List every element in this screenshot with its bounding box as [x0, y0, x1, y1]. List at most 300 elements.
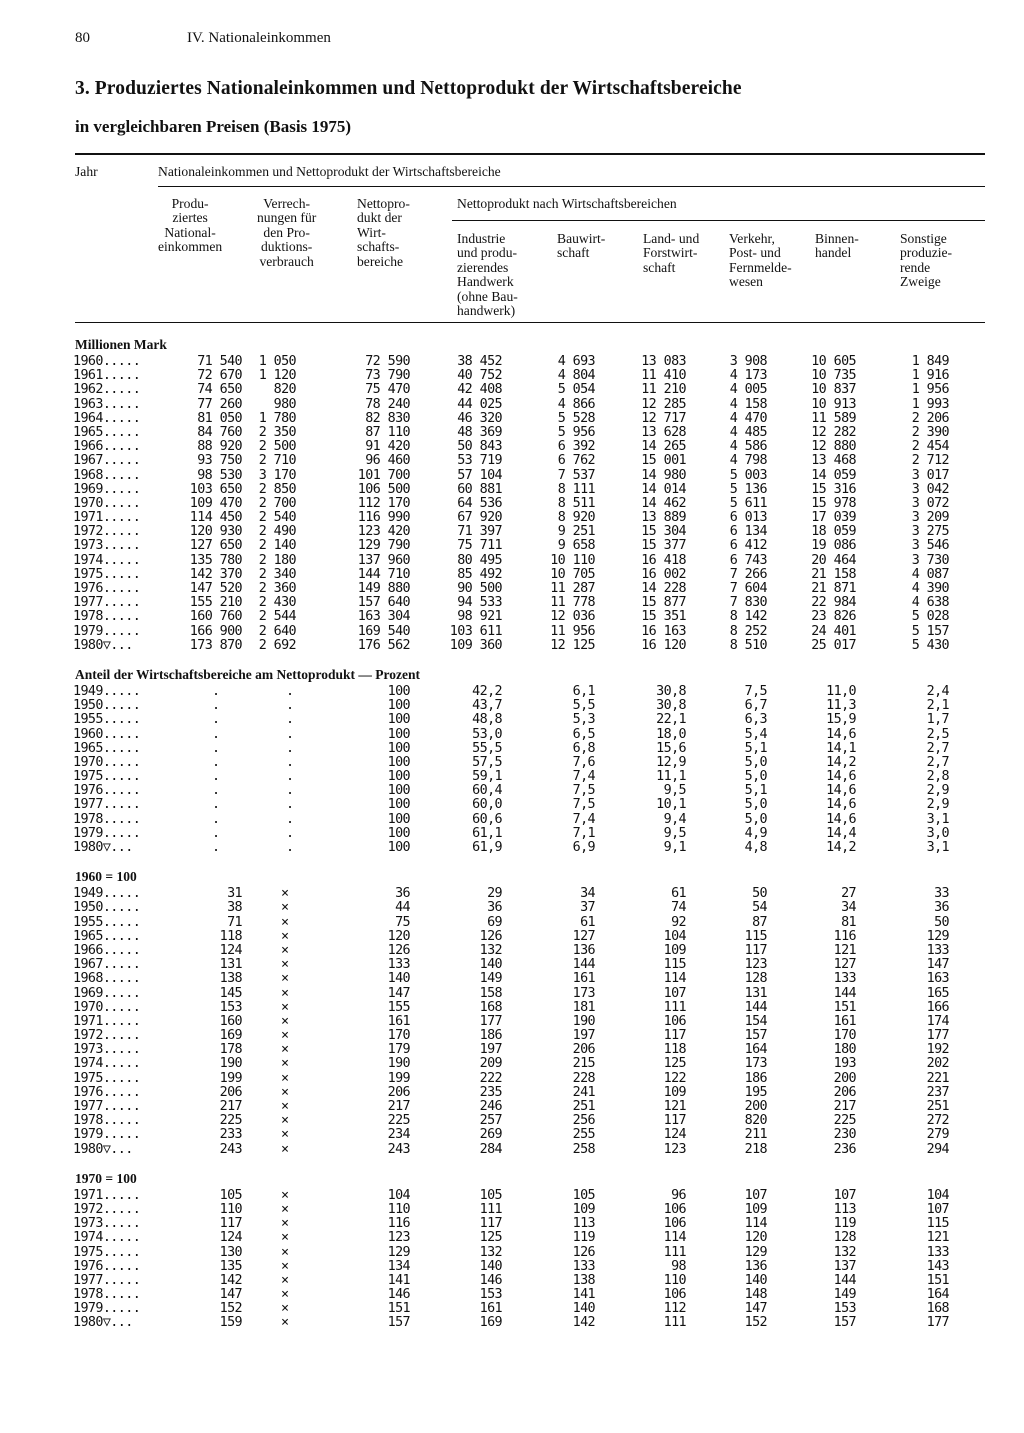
row-cell: 10,1	[656, 797, 686, 813]
row-cell: .	[286, 769, 294, 785]
row-cell: 10 705	[550, 566, 595, 582]
row-cell: 64 536	[457, 495, 502, 511]
row-cell: ×	[281, 1216, 289, 1232]
row-cell: 104	[663, 928, 686, 944]
row-year: 1972.....	[73, 1028, 141, 1044]
row-cell: ×	[281, 1141, 289, 1157]
row-cell: 100	[387, 726, 410, 742]
row-cell: 16 120	[641, 637, 686, 653]
table-row	[0, 483, 1024, 497]
row-cell: 2 710	[258, 453, 296, 469]
row-cell: 5 054	[557, 382, 595, 398]
row-cell: 14 980	[641, 467, 686, 483]
header-bottom-rule	[75, 322, 985, 323]
row-cell: 6 743	[729, 552, 767, 568]
row-cell: 21 158	[811, 566, 856, 582]
row-cell: 60,6	[472, 811, 502, 827]
row-year: 1964.....	[73, 410, 141, 426]
row-year: 1977.....	[73, 595, 141, 611]
row-cell: 48,8	[472, 712, 502, 728]
row-cell: 197	[479, 1042, 502, 1058]
row-cell: 123 420	[357, 524, 410, 540]
row-cell: 154	[744, 1013, 767, 1029]
table-row	[0, 887, 1024, 901]
row-cell: 257	[479, 1113, 502, 1129]
row-cell: 195	[744, 1084, 767, 1100]
table-row	[0, 901, 1024, 915]
row-cell: 129 790	[357, 538, 410, 554]
row-cell: 4 005	[729, 382, 767, 398]
row-cell: 141	[572, 1287, 595, 1303]
row-cell: 7,4	[572, 811, 595, 827]
row-cell: 18,0	[656, 726, 686, 742]
table-row	[0, 827, 1024, 841]
section-title	[0, 665, 1024, 685]
row-year: 1950.....	[73, 900, 141, 916]
row-cell: 69	[487, 914, 502, 930]
row-cell: 166 900	[189, 623, 242, 639]
table-row	[0, 539, 1024, 553]
row-cell: .	[212, 698, 220, 714]
row-cell: 3 042	[911, 481, 949, 497]
row-cell: 2 340	[258, 566, 296, 582]
row-cell: 2,8	[926, 769, 949, 785]
row-cell: 126	[572, 1244, 595, 1260]
row-cell: 206	[833, 1084, 856, 1100]
row-year: 1971.....	[73, 510, 141, 526]
row-cell: 15 351	[641, 609, 686, 625]
row-cell: 153	[219, 999, 242, 1015]
row-cell: 2 712	[911, 453, 949, 469]
row-cell: 147	[744, 1301, 767, 1317]
row-cell: .	[212, 783, 220, 799]
header-col-produziertes: Produ- ziertes National- einkommen	[158, 196, 223, 255]
row-cell: 15 304	[641, 524, 686, 540]
row-cell: 7,4	[572, 769, 595, 785]
row-cell: 2 490	[258, 524, 296, 540]
row-cell: 34	[841, 900, 856, 916]
row-year: 1960.....	[73, 726, 141, 742]
row-cell: 12 285	[641, 396, 686, 412]
row-cell: 233	[219, 1127, 242, 1143]
row-cell: 14,6	[826, 811, 856, 827]
row-cell: 225	[219, 1113, 242, 1129]
row-cell: 148	[744, 1287, 767, 1303]
row-cell: 246	[479, 1099, 502, 1114]
row-cell: 15,6	[656, 740, 686, 756]
row-cell: 15 978	[811, 495, 856, 511]
row-cell: 109	[663, 942, 686, 958]
row-cell: 133	[833, 971, 856, 987]
row-cell: 163 304	[357, 609, 410, 625]
row-cell: ×	[281, 1315, 289, 1331]
row-cell: 24 401	[811, 623, 856, 639]
page-number: 80	[75, 30, 90, 46]
table-row	[0, 582, 1024, 596]
row-cell: 206	[219, 1084, 242, 1100]
row-year: 1971.....	[73, 1013, 141, 1029]
row-cell: 217	[833, 1099, 856, 1114]
row-cell: 236	[833, 1141, 856, 1157]
row-cell: 103 611	[449, 623, 502, 639]
row-cell: 145	[219, 985, 242, 1001]
row-cell: 144	[833, 1272, 856, 1288]
row-cell: 22,1	[656, 712, 686, 728]
row-cell: 125	[663, 1056, 686, 1072]
row-year: 1966.....	[73, 439, 141, 455]
row-cell: 243	[387, 1141, 410, 1157]
row-cell: 100	[387, 712, 410, 728]
row-cell: 33	[934, 886, 949, 902]
row-cell: .	[286, 797, 294, 813]
row-cell: 5 611	[729, 495, 767, 511]
row-cell: 14 059	[811, 467, 856, 483]
row-cell: 80 495	[457, 552, 502, 568]
row-cell: 74	[671, 900, 686, 916]
row-cell: 6 013	[729, 510, 767, 526]
row-year: 1978.....	[73, 609, 141, 625]
row-cell: 117	[219, 1216, 242, 1232]
row-cell: 133	[926, 1244, 949, 1260]
row-cell: 8 252	[729, 623, 767, 639]
row-cell: 217	[219, 1099, 242, 1114]
row-cell: 82 830	[365, 410, 410, 426]
row-cell: 11 210	[641, 382, 686, 398]
row-cell: 168	[926, 1301, 949, 1317]
row-cell: 12,9	[656, 754, 686, 770]
row-cell: 5,5	[572, 698, 595, 714]
row-cell: 11 287	[550, 581, 595, 596]
row-cell: 3 170	[258, 467, 296, 483]
row-cell: 9,5	[663, 825, 686, 841]
row-cell: 50	[934, 914, 949, 930]
table-row	[0, 355, 1024, 369]
row-cell: ×	[281, 1230, 289, 1246]
row-cell: 6,3	[744, 712, 767, 728]
row-cell: 2 350	[258, 424, 296, 440]
row-cell: 4 485	[729, 424, 767, 440]
row-cell: 36	[934, 900, 949, 916]
row-cell: .	[286, 726, 294, 742]
row-cell: 53 719	[457, 453, 502, 469]
section-title-text: Anteil der Wirtschaftsbereiche am Nettoprodukt — Prozent	[75, 666, 420, 682]
row-cell: 9,5	[663, 783, 686, 799]
row-cell: 92	[671, 914, 686, 930]
row-cell: 165	[926, 985, 949, 1001]
row-cell: 144 710	[357, 566, 410, 582]
row-cell: 88 920	[197, 439, 242, 455]
row-cell: 118	[663, 1042, 686, 1058]
row-cell: 11,3	[826, 698, 856, 714]
row-cell: 149 880	[357, 581, 410, 596]
header-col-binnenhandel: Binnen- handel	[815, 231, 859, 261]
row-cell: 113	[572, 1216, 595, 1232]
row-cell: 221	[926, 1070, 949, 1086]
row-cell: 116 990	[357, 510, 410, 526]
row-cell: 5 028	[911, 609, 949, 625]
row-cell: 30,8	[656, 683, 686, 699]
row-cell: 192	[926, 1042, 949, 1058]
row-year: 1974.....	[73, 1056, 141, 1072]
row-cell: .	[286, 840, 294, 855]
row-cell: 4 804	[557, 368, 595, 384]
row-cell: 23 826	[811, 609, 856, 625]
row-cell: ×	[281, 1258, 289, 1274]
table-row	[0, 930, 1024, 944]
row-cell: 157	[744, 1028, 767, 1044]
table-row	[0, 1246, 1024, 1260]
row-cell: 170	[387, 1028, 410, 1044]
row-cell: 3 072	[911, 495, 949, 511]
row-cell: 4 470	[729, 410, 767, 426]
row-cell: .	[212, 840, 220, 855]
row-cell: 4 390	[911, 581, 949, 596]
row-cell: 1 120	[258, 368, 296, 384]
table-row	[0, 972, 1024, 986]
table-row	[0, 639, 1024, 653]
table-row	[0, 1114, 1024, 1128]
row-cell: 7,5	[572, 783, 595, 799]
table-row	[0, 1203, 1024, 1217]
row-cell: ×	[281, 1272, 289, 1288]
table-row	[0, 1274, 1024, 1288]
row-cell: 2 540	[258, 510, 296, 526]
row-year: 1969.....	[73, 481, 141, 497]
row-cell: 118	[219, 928, 242, 944]
row-cell: 4,9	[744, 825, 767, 841]
row-cell: 107	[926, 1201, 949, 1217]
row-cell: 256	[572, 1113, 595, 1129]
row-cell: 9,4	[663, 811, 686, 827]
row-cell: 6 412	[729, 538, 767, 554]
table-row	[0, 454, 1024, 468]
row-cell: 6,7	[744, 698, 767, 714]
row-cell: 15 877	[641, 595, 686, 611]
row-cell: 110	[219, 1201, 242, 1217]
row-cell: .	[286, 754, 294, 770]
row-cell: 78 240	[365, 396, 410, 412]
row-cell: 225	[833, 1113, 856, 1129]
row-cell: 140	[479, 957, 502, 973]
row-cell: 129	[387, 1244, 410, 1260]
row-cell: 234	[387, 1127, 410, 1143]
row-cell: 127 650	[189, 538, 242, 554]
row-cell: 258	[572, 1141, 595, 1157]
row-year: 1971.....	[73, 1187, 141, 1203]
row-cell: 230	[833, 1127, 856, 1143]
row-cell: 98 530	[197, 467, 242, 483]
row-cell: 225	[387, 1113, 410, 1129]
row-cell: 149	[833, 1287, 856, 1303]
row-cell: 186	[744, 1070, 767, 1086]
row-cell: 190	[387, 1056, 410, 1072]
section-title	[0, 335, 1024, 355]
row-cell: ×	[281, 1287, 289, 1303]
row-cell: 215	[572, 1056, 595, 1072]
row-cell: 110	[663, 1272, 686, 1288]
row-cell: 34	[580, 886, 595, 902]
row-cell: 5 003	[729, 467, 767, 483]
row-cell: 5 956	[557, 424, 595, 440]
row-cell: 8 142	[729, 609, 767, 625]
row-cell: 133	[926, 942, 949, 958]
row-cell: 5 528	[557, 410, 595, 426]
row-cell: 100	[387, 740, 410, 756]
table-row	[0, 798, 1024, 812]
row-cell: 15 377	[641, 538, 686, 554]
row-cell: ×	[281, 1084, 289, 1100]
row-cell: 132	[833, 1244, 856, 1260]
row-cell: 27	[841, 886, 856, 902]
table-row	[0, 610, 1024, 624]
row-year: 1966.....	[73, 942, 141, 958]
section-title-text: Millionen Mark	[75, 337, 167, 352]
row-cell: 149	[479, 971, 502, 987]
row-cell: 199	[387, 1070, 410, 1086]
row-cell: 151	[387, 1301, 410, 1317]
row-cell: 3,1	[926, 811, 949, 827]
row-cell: 1 956	[911, 382, 949, 398]
row-cell: 2 140	[258, 538, 296, 554]
row-cell: 140	[572, 1301, 595, 1317]
row-year: 1955.....	[73, 712, 141, 728]
row-cell: 117	[663, 1113, 686, 1129]
table-row	[0, 987, 1024, 1001]
row-cell: 820	[273, 382, 296, 398]
row-cell: 4 173	[729, 368, 767, 384]
row-cell: 5 430	[911, 637, 949, 653]
row-cell: 6,8	[572, 740, 595, 756]
row-year: 1977.....	[73, 1099, 141, 1114]
table-row	[0, 841, 1024, 855]
table-row	[0, 383, 1024, 397]
row-cell: 11 589	[811, 410, 856, 426]
row-year: 1980▽...	[73, 1315, 133, 1331]
row-cell: 126	[387, 942, 410, 958]
row-cell: 217	[387, 1099, 410, 1114]
row-year: 1972.....	[73, 1201, 141, 1217]
row-cell: 5,0	[744, 811, 767, 827]
row-cell: 42 408	[457, 382, 502, 398]
header-col-sonstige: Sonstige produzie- rende Zweige	[900, 231, 953, 290]
row-cell: 137 960	[357, 552, 410, 568]
row-cell: 177	[926, 1028, 949, 1044]
table-row	[0, 1143, 1024, 1157]
table-row	[0, 369, 1024, 383]
row-year: 1980▽...	[73, 637, 133, 653]
row-cell: ×	[281, 914, 289, 930]
row-year: 1979.....	[73, 1127, 141, 1143]
row-cell: 2,7	[926, 754, 949, 770]
row-cell: 4 798	[729, 453, 767, 469]
row-cell: ×	[281, 1013, 289, 1029]
row-cell: 121	[663, 1099, 686, 1114]
row-cell: 14,6	[826, 783, 856, 799]
row-cell: 1 050	[258, 354, 296, 369]
row-cell: 100	[387, 811, 410, 827]
row-cell: 135	[219, 1258, 242, 1274]
row-cell: 168	[479, 999, 502, 1015]
row-cell: 46 320	[457, 410, 502, 426]
row-cell: 13 083	[641, 354, 686, 369]
row-cell: 73 790	[365, 368, 410, 384]
row-year: 1950.....	[73, 698, 141, 714]
row-cell: ×	[281, 1042, 289, 1058]
row-cell: 143	[926, 1258, 949, 1274]
row-cell: 2 390	[911, 424, 949, 440]
row-cell: 251	[926, 1099, 949, 1114]
row-cell: 14 014	[641, 481, 686, 497]
table-row	[0, 1029, 1024, 1043]
row-cell: 110	[387, 1201, 410, 1217]
row-cell: 169 540	[357, 623, 410, 639]
row-cell: 152	[744, 1315, 767, 1331]
row-cell: ×	[281, 985, 289, 1001]
row-cell: ×	[281, 957, 289, 973]
header-col-verkehr: Verkehr, Post- und Fernmelde- wesen	[729, 231, 792, 290]
section-title	[0, 867, 1024, 887]
row-cell: 131	[219, 957, 242, 973]
row-cell: 2 544	[258, 609, 296, 625]
row-year: 1949.....	[73, 886, 141, 902]
row-cell: 114	[663, 971, 686, 987]
row-cell: .	[286, 683, 294, 699]
row-cell: 820	[744, 1113, 767, 1129]
row-cell: 200	[833, 1070, 856, 1086]
row-cell: 3 546	[911, 538, 949, 554]
row-cell: 114	[744, 1216, 767, 1232]
row-cell: 31	[227, 886, 242, 902]
row-cell: 127	[833, 957, 856, 973]
row-cell: 111	[663, 1244, 686, 1260]
row-cell: 101 700	[357, 467, 410, 483]
row-cell: 5,0	[744, 769, 767, 785]
row-cell: 106 500	[357, 481, 410, 497]
row-cell: 75 470	[365, 382, 410, 398]
row-cell: 75	[395, 914, 410, 930]
table-row	[0, 426, 1024, 440]
row-cell: ×	[281, 900, 289, 916]
row-cell: 237	[926, 1084, 949, 1100]
row-year: 1969.....	[73, 985, 141, 1001]
row-cell: 3 275	[911, 524, 949, 540]
row-cell: 105	[219, 1187, 242, 1203]
table-row	[0, 511, 1024, 525]
row-cell: 134	[387, 1258, 410, 1274]
row-cell: ×	[281, 1127, 289, 1143]
row-cell: .	[212, 797, 220, 813]
row-cell: 140	[387, 971, 410, 987]
row-cell: 202	[926, 1056, 949, 1072]
table-row	[0, 440, 1024, 454]
row-cell: 17 039	[811, 510, 856, 526]
section-title	[0, 1169, 1024, 1189]
row-cell: 147 520	[189, 581, 242, 596]
row-year: 1970.....	[73, 754, 141, 770]
row-cell: 14,2	[826, 754, 856, 770]
row-cell: 158	[479, 985, 502, 1001]
row-cell: 3,0	[926, 825, 949, 841]
row-cell: 14,4	[826, 825, 856, 841]
row-cell: 3 730	[911, 552, 949, 568]
row-cell: 6 762	[557, 453, 595, 469]
row-cell: 141	[387, 1272, 410, 1288]
row-cell: 14 462	[641, 495, 686, 511]
row-cell: 2,9	[926, 797, 949, 813]
row-cell: 10 837	[811, 382, 856, 398]
table-row	[0, 596, 1024, 610]
row-cell: 87 110	[365, 424, 410, 440]
